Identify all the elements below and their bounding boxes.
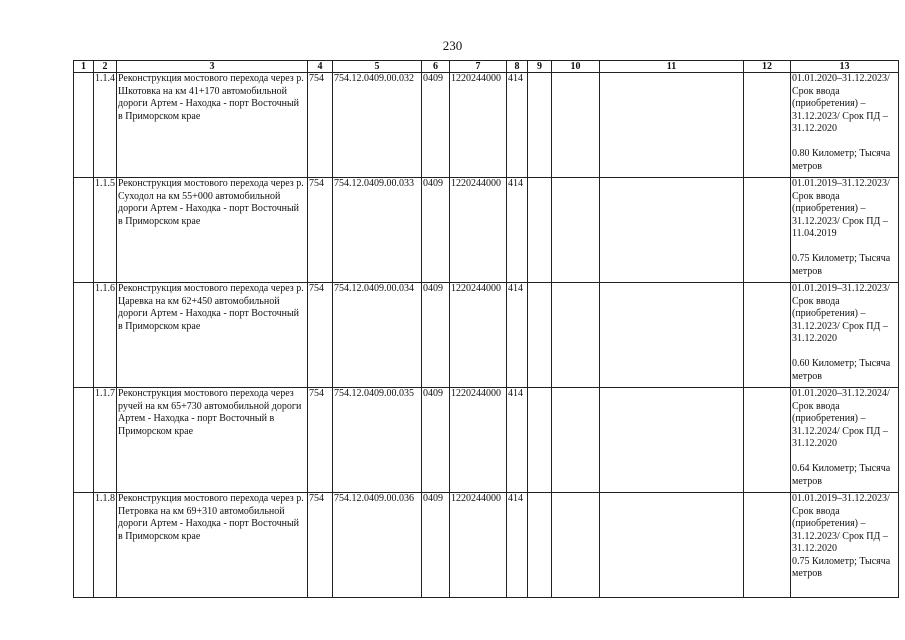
column-header: 3	[117, 61, 308, 73]
code-cell: 754	[308, 178, 333, 283]
target-code: 1220244000	[450, 283, 507, 388]
column-header: 4	[308, 61, 333, 73]
object-name: Реконструкция мостового перехода через ручей на км 65+730 автомобильной дороги Артем - Находка - порт Восточный в Приморском крае	[117, 388, 308, 493]
empty-cell	[600, 73, 744, 178]
table-row	[74, 388, 899, 493]
section-code: 0409	[422, 178, 450, 283]
terms-capacity: 0.75 Километр; Тысяча метров	[792, 253, 891, 277]
expense-code: 414	[507, 283, 528, 388]
row-number: 1.1.8	[94, 493, 117, 598]
target-code: 1220244000	[450, 178, 507, 283]
code-cell: 754	[308, 388, 333, 493]
empty-cell	[744, 493, 791, 598]
section-code: 0409	[422, 73, 450, 178]
empty-cell	[74, 388, 94, 493]
target-code: 1220244000	[450, 493, 507, 598]
empty-cell	[74, 73, 94, 178]
terms-capacity: 0.80 Километр; Тысяча метров	[792, 148, 891, 172]
object-code: 754.12.0409.00.036	[333, 493, 422, 598]
empty-cell	[744, 283, 791, 388]
empty-cell	[528, 73, 552, 178]
empty-cell	[74, 283, 94, 388]
empty-cell	[600, 388, 744, 493]
terms-capacity: 0.75 Километр; Тысяча метров	[792, 555, 891, 579]
empty-cell	[552, 283, 600, 388]
column-header: 11	[600, 61, 744, 73]
column-header: 10	[552, 61, 600, 73]
empty-cell	[528, 388, 552, 493]
code-cell: 754	[308, 493, 333, 598]
row-number: 1.1.7	[94, 388, 117, 493]
section-code: 0409	[422, 283, 450, 388]
terms-cell	[791, 178, 899, 283]
table-row	[74, 283, 899, 388]
row-number: 1.1.6	[94, 283, 117, 388]
empty-cell	[552, 388, 600, 493]
empty-cell	[528, 178, 552, 283]
terms-cell	[791, 388, 899, 493]
empty-cell	[600, 493, 744, 598]
column-header: 12	[744, 61, 791, 73]
terms-capacity: 0.64 Километр; Тысяча метров	[792, 463, 891, 487]
section-code: 0409	[422, 388, 450, 493]
code-cell: 754	[308, 283, 333, 388]
empty-cell	[552, 178, 600, 283]
row-number: 1.1.4	[94, 73, 117, 178]
code-cell: 754	[308, 73, 333, 178]
terms-cell	[791, 73, 899, 178]
section-code: 0409	[422, 493, 450, 598]
terms-dates: 01.01.2019–31.12.2023/ Срок ввода (приобретения) – 31.12.2023/ Срок ПД – 31.12.2020	[792, 493, 890, 554]
column-header: 8	[507, 61, 528, 73]
table-row	[74, 73, 899, 178]
empty-cell	[528, 493, 552, 598]
empty-cell	[528, 283, 552, 388]
terms-dates: 01.01.2020–31.12.2024/ Срок ввода (приобретения) – 31.12.2024/ Срок ПД – 31.12.2020	[792, 388, 890, 449]
column-header: 6	[422, 61, 450, 73]
empty-cell	[552, 493, 600, 598]
empty-cell	[600, 283, 744, 388]
terms-dates: 01.01.2020–31.12.2023/ Срок ввода (приобретения) – 31.12.2023/ Срок ПД – 31.12.2020	[792, 73, 890, 134]
object-code: 754.12.0409.00.032	[333, 73, 422, 178]
empty-cell	[744, 178, 791, 283]
empty-cell	[744, 388, 791, 493]
expense-code: 414	[507, 388, 528, 493]
object-code: 754.12.0409.00.035	[333, 388, 422, 493]
column-header: 5	[333, 61, 422, 73]
terms-cell	[791, 283, 899, 388]
column-header: 13	[791, 61, 899, 73]
empty-cell	[74, 178, 94, 283]
table-row	[74, 493, 899, 598]
column-header: 9	[528, 61, 552, 73]
object-name: Реконструкция мостового перехода через р. Царевка на км 62+450 автомобильной дороги Артем - Находка - порт Восточный в Приморском крае	[117, 283, 308, 388]
table-row	[74, 178, 899, 283]
page-number: 230	[442, 38, 463, 53]
expense-code: 414	[507, 73, 528, 178]
object-name: Реконструкция мостового перехода через р. Петровка на км 69+310 автомобильной дороги Артем - Находка - порт Восточный в Приморском крае	[117, 493, 308, 598]
terms-cell	[791, 493, 899, 598]
object-name: Реконструкция мостового перехода через р. Суходол на км 55+000 автомобильной дороги Артем - Находка - порт Восточный в Приморском крае	[117, 178, 308, 283]
target-code: 1220244000	[450, 73, 507, 178]
empty-cell	[600, 178, 744, 283]
object-code: 754.12.0409.00.034	[333, 283, 422, 388]
expense-code: 414	[507, 493, 528, 598]
document-table	[73, 60, 899, 598]
header-row	[74, 61, 899, 73]
column-header: 7	[450, 61, 507, 73]
empty-cell	[744, 73, 791, 178]
empty-cell	[74, 493, 94, 598]
terms-dates: 01.01.2019–31.12.2023/ Срок ввода (приобретения) – 31.12.2023/ Срок ПД – 11.04.2019	[792, 178, 890, 239]
terms-dates: 01.01.2019–31.12.2023/ Срок ввода (приобретения) – 31.12.2023/ Срок ПД – 31.12.2020	[792, 283, 890, 344]
empty-cell	[552, 73, 600, 178]
object-name: Реконструкция мостового перехода через р. Шкотовка на км 41+170 автомобильной дороги Артем - Находка - порт Восточный в Приморском крае	[117, 73, 308, 178]
column-header: 1	[74, 61, 94, 73]
object-code: 754.12.0409.00.033	[333, 178, 422, 283]
expense-code: 414	[507, 178, 528, 283]
row-number: 1.1.5	[94, 178, 117, 283]
target-code: 1220244000	[450, 388, 507, 493]
terms-capacity: 0.60 Километр; Тысяча метров	[792, 358, 891, 382]
column-header: 2	[94, 61, 117, 73]
